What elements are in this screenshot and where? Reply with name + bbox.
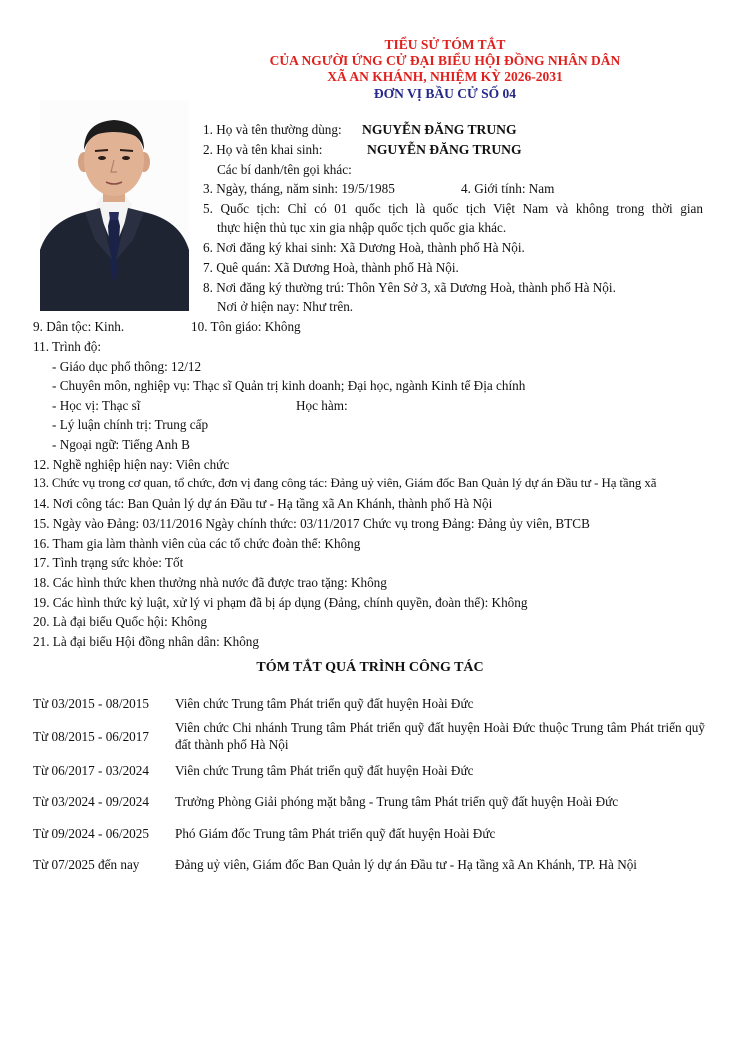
work-row-desc: Viên chức Trung tâm Phát triển quỹ đất huyện Hoài Đức: [175, 763, 474, 778]
birth-registration: 6. Nơi đăng ký khai sinh: Xã Dương Hoà, thành phố Hà Nội.: [203, 240, 525, 255]
hometown: 7. Quê quán: Xã Dương Hoà, thành phố Hà Nội.: [203, 260, 459, 275]
work-row-time: Từ 06/2017 - 03/2024: [33, 763, 149, 778]
work-row-time: Từ 09/2024 - 06/2025: [33, 826, 149, 841]
nationality: 5. Quốc tịch: Chỉ có 01 quốc tịch là quốc tịch Việt Nam và không trong thời gian: [203, 201, 703, 216]
party-info: 15. Ngày vào Đảng: 03/11/2016 Ngày chính thức: 03/11/2017 Chức vụ trong Đảng: Đảng ủy viên, BTCB: [33, 516, 590, 531]
academic-degree: - Học vị: Thạc sĩ: [52, 398, 141, 413]
nationality-cont: thực hiện thủ tục xin gia nhập quốc tịch quốc gia khác.: [217, 220, 507, 235]
organizations: 16. Tham gia làm thành viên của các tổ chức đoàn thể: Không: [33, 536, 361, 551]
general-education: - Giáo dục phổ thông: 12/12: [52, 359, 202, 374]
aliases: Các bí danh/tên gọi khác:: [217, 162, 352, 177]
doc-constituency: ĐƠN VỊ BẦU CỬ SỐ 04: [373, 86, 517, 101]
awards: 18. Các hình thức khen thưởng nhà nước đã được trao tặng: Không: [33, 575, 387, 590]
work-row-desc: Trưởng Phòng Giải phóng mặt bằng - Trung tâm Phát triển quỹ đất huyện Hoài Đức: [175, 794, 619, 809]
portrait-photo: [40, 100, 189, 311]
workplace: 14. Nơi công tác: Ban Quản lý dự án Đầu tư - Hạ tầng xã An Khánh, thành phố Hà Nội: [33, 496, 493, 511]
work-row-desc: Viên chức Trung tâm Phát triển quỹ đất huyện Hoài Đức: [175, 696, 474, 711]
birth-name-label: 2. Họ và tên khai sinh:: [203, 142, 323, 157]
permanent-residence: 8. Nơi đăng ký thường trú: Thôn Yên Sở 3, xã Dương Hoà, thành phố Hà Nội.: [203, 280, 616, 295]
full-name-label: 1. Họ và tên thường dùng:: [203, 122, 342, 137]
work-row-time: Từ 03/2015 - 08/2015: [33, 696, 149, 711]
work-row-time: Từ 08/2015 - 06/2017: [33, 729, 149, 744]
work-row-desc: Đảng uỷ viên, Giám đốc Ban Quản lý dự án Đầu tư - Hạ tầng xã An Khánh, TP. Hà Nội: [175, 857, 637, 872]
full-name-value: NGUYỄN ĐĂNG TRUNG: [362, 122, 517, 137]
date-of-birth: 3. Ngày, tháng, năm sinh: 19/5/1985: [203, 181, 395, 196]
religion: 10. Tôn giáo: Không: [191, 319, 301, 334]
political-theory: - Lý luận chính trị: Trung cấp: [52, 417, 209, 432]
work-row-desc: Phó Giám đốc Trung tâm Phát triển quỹ đất huyện Hoài Đức: [175, 826, 496, 841]
national-assembly: 20. Là đại biểu Quốc hội: Không: [33, 614, 207, 629]
doc-term: XÃ AN KHÁNH, NHIỆM KỲ 2026-2031: [327, 69, 563, 84]
education-heading: 11. Trình độ:: [33, 339, 102, 354]
work-history-title: TÓM TẮT QUÁ TRÌNH CÔNG TÁC: [256, 660, 484, 675]
foreign-language: - Ngoại ngữ: Tiếng Anh B: [52, 437, 190, 452]
academic-title: Học hàm:: [296, 398, 348, 413]
professional-qualification: - Chuyên môn, nghiệp vụ: Thạc sĩ Quản trị kinh doanh; Đại học, ngành Kinh tế Địa chính: [52, 378, 526, 393]
work-row-time: Từ 07/2025 đến nay: [33, 857, 140, 872]
gender: 4. Giới tính: Nam: [461, 181, 555, 196]
work-row-desc: Viên chức Chi nhánh Trung tâm Phát triển quỹ đất huyện Hoài Đức thuộc Trung tâm Phát triển quỹ đất thành phố Hà Nội: [175, 720, 705, 752]
birth-name-value: NGUYỄN ĐĂNG TRUNG: [367, 142, 522, 157]
doc-title: TIỂU SỬ TÓM TẮT: [384, 37, 506, 52]
current-residence: Nơi ở hiện nay: Như trên.: [217, 299, 354, 314]
occupation: 12. Nghề nghiệp hiện nay: Viên chức: [33, 457, 230, 472]
peoples-council: 21. Là đại biểu Hội đồng nhân dân: Không: [33, 634, 259, 649]
health: 17. Tình trạng sức khỏe: Tốt: [33, 555, 184, 570]
doc-subtitle: CỦA NGƯỜI ỨNG CỬ ĐẠI BIỂU HỘI ĐỒNG NHÂN DÂN: [269, 53, 621, 68]
position: 13. Chức vụ trong cơ quan, tổ chức, đơn vị đang công tác: Đảng uỷ viên, Giám đốc Ban Quản lý dự án Đầu tư - Hạ tầng xã: [33, 476, 657, 490]
ethnicity: 9. Dân tộc: Kinh.: [33, 319, 125, 334]
discipline: 19. Các hình thức kỷ luật, xử lý vi phạm đã bị áp dụng (Đảng, chính quyền, đoàn thể): Không: [33, 595, 528, 610]
work-row-time: Từ 03/2024 - 09/2024: [33, 794, 149, 809]
